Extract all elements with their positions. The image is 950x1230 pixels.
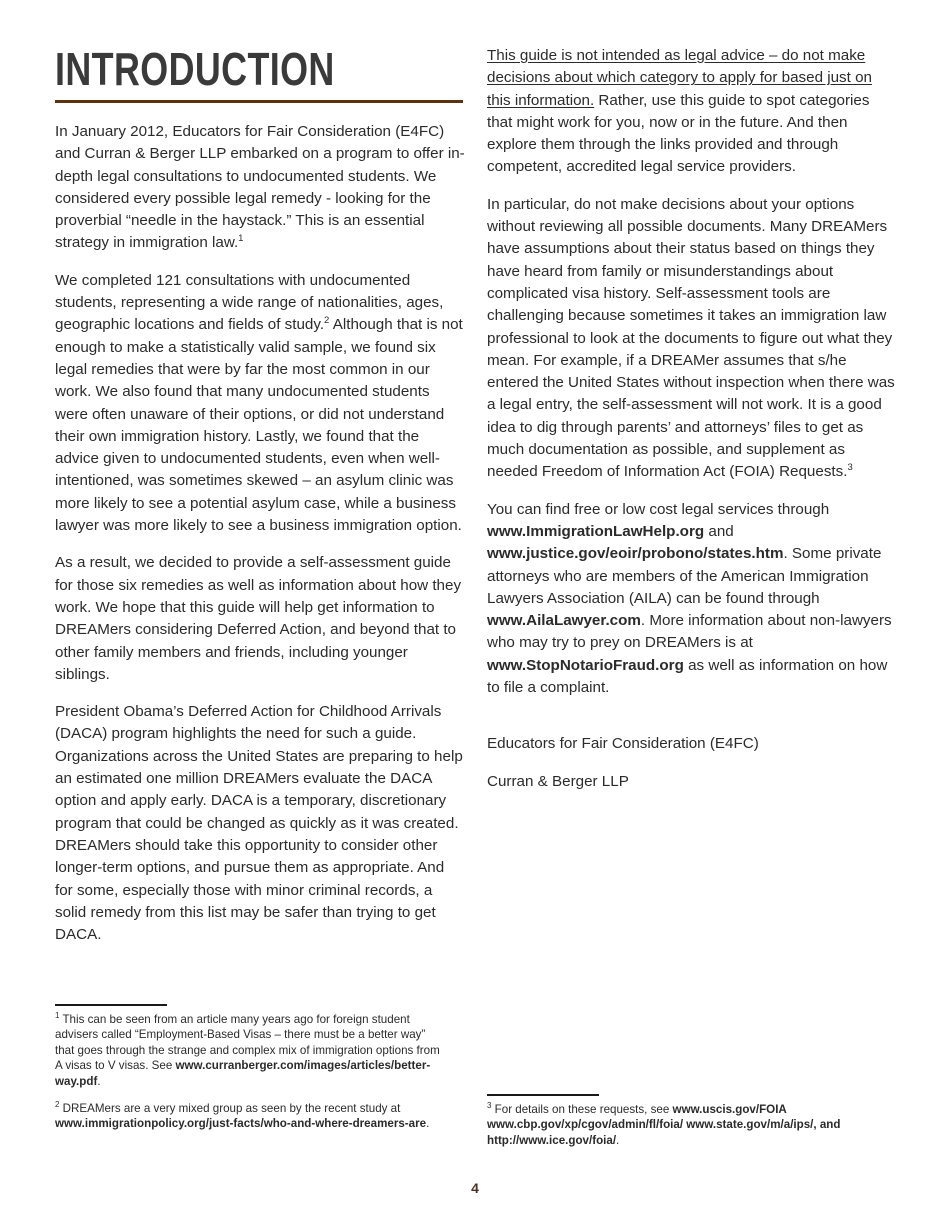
footnote-separator-rule bbox=[487, 1094, 599, 1096]
footnote-separator-rule bbox=[55, 1004, 167, 1006]
paragraph bbox=[487, 1102, 877, 1148]
url-text: www.uscis.gov/FOIA www.cbp.gov/xp/cgov/admin/fl/foia/ www.state.gov/m/a/ips/, and http://www.ice.gov/foia/ bbox=[487, 1103, 841, 1147]
title-accent-rule bbox=[55, 100, 463, 103]
title-block bbox=[55, 45, 465, 103]
url-text: www.ImmigrationLawHelp.org bbox=[487, 522, 705, 540]
paragraph bbox=[487, 45, 897, 179]
text-run: DREAMers are a very mixed group as seen by the recent study at bbox=[59, 1102, 401, 1116]
signature-block bbox=[487, 733, 897, 793]
text-run: as well as information on how to file a complaint. bbox=[487, 656, 888, 697]
signature-line: Educators for Fair Consideration (E4FC) bbox=[487, 735, 759, 753]
page-title: INTRODUCTION bbox=[55, 43, 335, 95]
right-column-paragraphs bbox=[487, 45, 897, 699]
url-text: www.AilaLawyer.com bbox=[487, 612, 641, 630]
footnote-marker: 3 bbox=[487, 1101, 492, 1111]
text-run: . Some private attorneys who are members of the American Immigration Lawyers Association (AILA) can be found through bbox=[487, 545, 882, 607]
page-number: 4 bbox=[471, 1180, 479, 1196]
signature-line: Curran & Berger LLP bbox=[487, 772, 629, 790]
text-run: We completed 121 consultations with undocumented students, representing a wide range of nationalities, ages, geographic locations and fields of study. bbox=[55, 271, 444, 334]
right-footnote-list bbox=[487, 1102, 877, 1148]
url-text: www.justice.gov/eoir/probono/states.htm bbox=[487, 545, 784, 563]
text-run: For details on these requests, see bbox=[491, 1103, 673, 1116]
text-run: and bbox=[704, 522, 734, 540]
paragraph bbox=[55, 121, 465, 255]
footnote-marker: 1 bbox=[55, 1011, 60, 1021]
right-footnotes bbox=[487, 1094, 877, 1148]
text-run: In particular, do not make decisions about your options without reviewing all possible documents. Many DREAMers have assumptions about their status based on things they have heard from family or misunderstandings about complicated visa history. Self-assessment tools are challenging because sometimes it takes an immigration law professional to look at the documents to figure out what they mean. For example, if a DREAMer assumes that s/he entered the United States without inspection when there was a legal entry, the self-assessment will not work. It is a good idea to dig through parents’ and attorneys’ files to get as much documentation as possible, and supplement as needed Freedom of Information Act (FOIA) Requests. bbox=[487, 195, 895, 481]
text-run: President Obama’s Deferred Action for Childhood Arrivals (DACA) program highlights the need for such a guide. Organizations across the United States are preparing to help an estimated one million DREAMers evaluate the DACA option and apply early. DACA is a temporary, discretionary program that could be changed as quickly as it was created. DREAMers should take this opportunity to consider other longer-term options, and pursue them as appropriate. And for some, especially those with minor criminal records, a solid remedy from this list may be safer than trying to get DACA. bbox=[55, 703, 463, 944]
footnote-marker: 2 bbox=[324, 315, 330, 327]
paragraph bbox=[55, 701, 465, 946]
right-column-body bbox=[487, 45, 897, 808]
paragraph bbox=[487, 499, 897, 700]
text-run: . bbox=[426, 1117, 430, 1131]
left-column-body bbox=[55, 121, 465, 961]
text-run: This can be seen from an article many years ago for foreign student advisers called “Employment-Based Visas – there must be a better way” that goes through the strange and complex mix of immigration options from A visas to V visas. See bbox=[55, 1013, 440, 1073]
paragraph bbox=[487, 194, 897, 484]
text-run: . More information about non-lawyers who may try to prey on DREAMers is at bbox=[487, 612, 892, 652]
left-footnote-list bbox=[55, 1012, 445, 1132]
footnote-marker: 2 bbox=[55, 1100, 60, 1110]
text-run: Although that is not enough to make a statistically valid sample, we found six legal remedies that were by far the most common in our work. We also found that many undocumented students were often unaware of their options, or did not understand their own immigration history. Lastly, we found that the advice given to undocumented students, even when well-intentioned, was sometimes skewed – an asylum clinic was more likely to see a potential asylum case, while a business lawyer was more likely to see a business immigration option. bbox=[55, 316, 463, 535]
footnote-marker: 3 bbox=[847, 462, 853, 474]
text-run: In January 2012, Educators for Fair Consideration (E4FC) and Curran & Berger LLP embarked on a program to offer in-depth legal consultations to undocumented students. We considered every possible legal remedy - looking for the proverbial “needle in the haystack.” This is an essential strategy in immigration law. bbox=[55, 123, 465, 252]
paragraph bbox=[55, 1101, 445, 1132]
paragraph bbox=[55, 270, 465, 538]
footnote-marker: 1 bbox=[238, 233, 244, 245]
text-run: Rather, use this guide to spot categories that might work for you, now or in the future. And then explore them through the links provided and through competent, accredited legal service providers. bbox=[487, 91, 870, 176]
url-text: www.curranberger.com/images/articles/better-way.pdf bbox=[55, 1059, 431, 1088]
text-run: As a result, we decided to provide a self-assessment guide for those six remedies as well as information about how they work. We hope that this guide will help get information to DREAMers considering Deferred Action, and beyond that to other family members and friends, including younger siblings. bbox=[55, 554, 462, 683]
url-text: www.immigrationpolicy.org/just-facts/who-and-where-dreamers-are bbox=[55, 1117, 427, 1131]
paragraph bbox=[55, 1012, 445, 1089]
text-run: . bbox=[616, 1133, 620, 1147]
left-footnotes bbox=[55, 1004, 445, 1132]
paragraph bbox=[55, 552, 465, 686]
underlined-disclaimer: This guide is not intended as legal advice – do not make decisions about which category to apply for based just on this information. bbox=[487, 47, 872, 109]
text-run: You can find free or low cost legal services through bbox=[487, 500, 830, 518]
text-run: . bbox=[97, 1074, 101, 1088]
url-text: www.StopNotarioFraud.org bbox=[487, 656, 684, 674]
